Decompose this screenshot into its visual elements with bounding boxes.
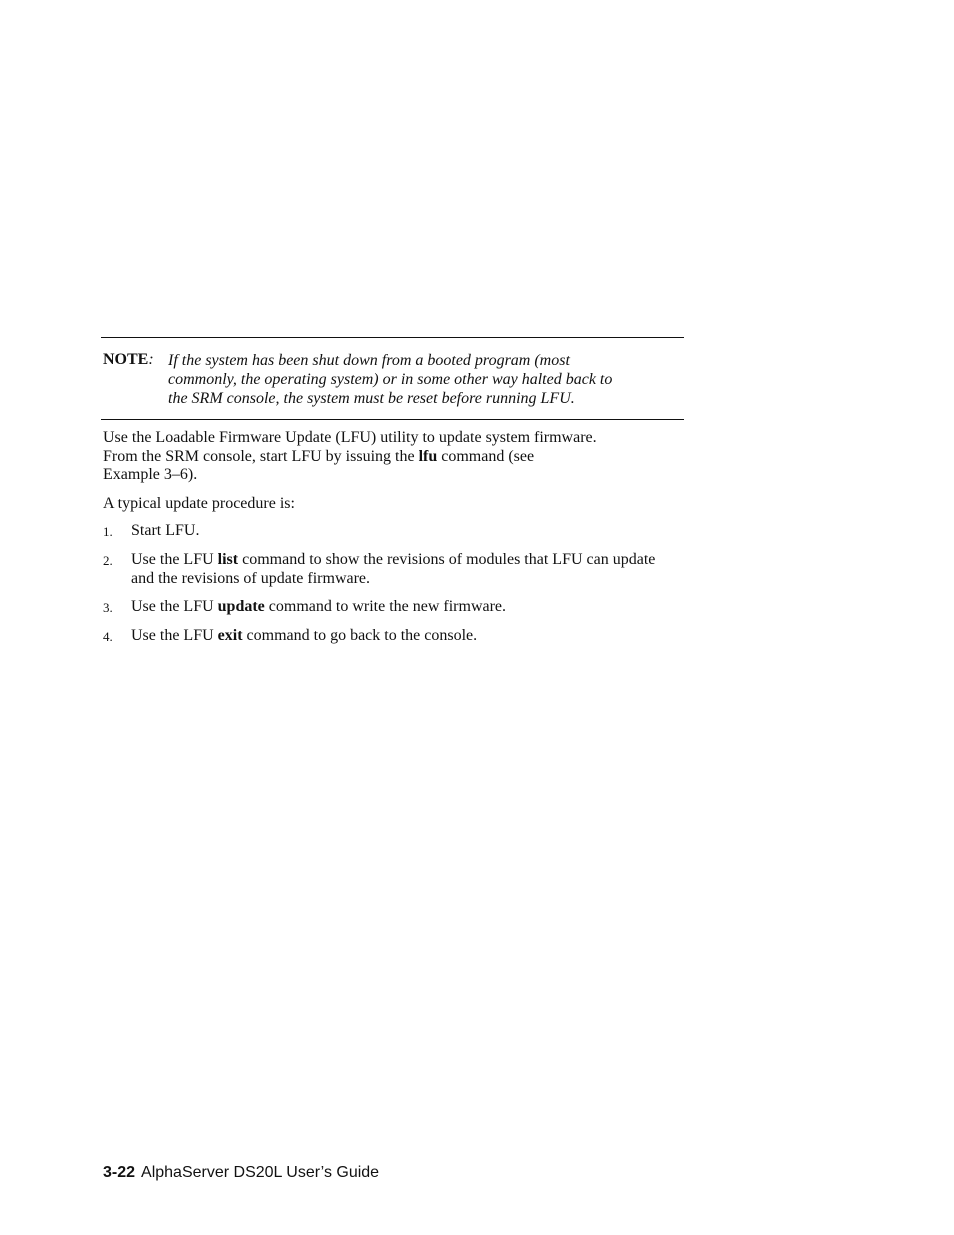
list-command: list [217,551,239,568]
step-text-pre: Start LFU. [131,522,200,539]
note-colon: : [148,351,154,368]
step-text-pre: Use the LFU [131,551,218,568]
note-line: If the system has been shut down from a booted program (most [168,352,570,369]
note-box [101,337,684,420]
step-item [103,522,683,551]
step-item [103,598,683,627]
update-command: update [217,598,265,615]
step-text [131,598,676,617]
note-line: commonly, the operating system) or in some other way halted back to [168,371,613,388]
note-label-text: NOTE [103,351,149,368]
step-number: 2. [103,553,113,568]
intro-line-3: Example 3–6). [103,466,198,483]
procedure-intro: A typical update procedure is: [103,495,295,512]
step-number: 1. [103,524,113,539]
intro-line-1: Use the Loadable Firmware Update (LFU) utility to update system firmware. [103,429,597,446]
step-text-pre: Use the LFU [131,598,218,615]
document-title: AlphaServer DS20L User’s Guide [141,1164,380,1181]
step-number: 3. [103,600,113,615]
step-item [103,551,683,598]
step-number: 4. [103,629,113,644]
step-text [131,522,676,541]
step-text [131,551,676,588]
page-number: 3-22 [103,1164,136,1181]
step-text-pre: Use the LFU [131,627,218,644]
step-item [103,627,683,647]
lfu-command: lfu [418,447,438,465]
step-text-post: command to write the new firmware. [264,598,507,615]
step-text-post: command to go back to the console. [242,627,478,644]
note-label [103,351,154,369]
step-text-post: command to show the revisions of modules that LFU can update and the revisions of update firmware. [131,551,656,587]
intro-paragraph [103,429,678,485]
intro-line-2-post: command (see [437,447,535,465]
note-line: the SRM console, the system must be reset before running LFU. [168,390,575,407]
intro-line-2-pre: From the SRM console, start LFU by issuing the [103,447,419,465]
page-footer [103,1164,379,1182]
procedure-steps [103,522,683,647]
note-text [168,351,678,408]
intro-line-2 [103,448,678,467]
exit-command: exit [217,627,243,644]
step-text [131,627,676,646]
